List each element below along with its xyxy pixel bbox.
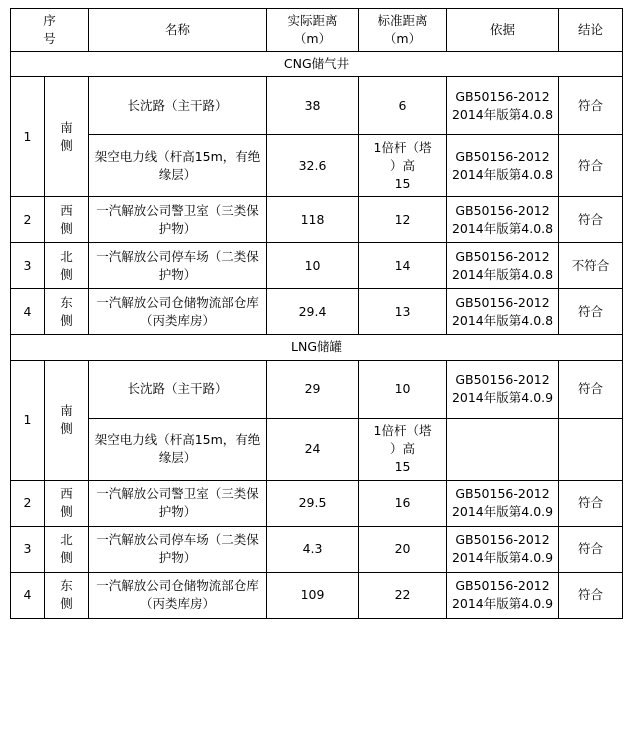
section-title-lng: LNG储罐 xyxy=(11,335,623,360)
row-side-line2: 侧 xyxy=(60,421,73,436)
row-seq: 2 xyxy=(11,480,45,526)
row-side-line1: 东 xyxy=(60,577,73,593)
row-conclusion: 符合 xyxy=(559,360,623,418)
row-name: 架空电力线（杆高15m，有绝缘层） xyxy=(89,135,267,197)
row-conclusion: 不符合 xyxy=(559,243,623,289)
row-conclusion xyxy=(559,418,623,480)
row-conclusion: 符合 xyxy=(559,572,623,618)
row-name: 长沈路（主干路） xyxy=(89,77,267,135)
row-conclusion: 符合 xyxy=(559,77,623,135)
row-actual: 38 xyxy=(267,77,359,135)
row-basis xyxy=(447,243,559,289)
row-seq: 2 xyxy=(11,197,45,243)
row-standard-line2: ）高 xyxy=(390,157,416,173)
row-name: 长沈路（主干路） xyxy=(89,360,267,418)
row-side xyxy=(45,360,89,480)
row-actual: 29.4 xyxy=(267,289,359,335)
row-name: 一汽解放公司停车场（二类保护物） xyxy=(89,526,267,572)
row-basis-line1: GB50156-2012 xyxy=(455,202,550,218)
row-name: 一汽解放公司仓储物流部仓库（丙类库房） xyxy=(89,289,267,335)
row-seq: 3 xyxy=(11,526,45,572)
row-standard: 22 xyxy=(359,572,447,618)
row-side-line2: 侧 xyxy=(60,596,73,611)
row-side-line2: 侧 xyxy=(60,312,73,328)
table-row xyxy=(11,243,623,289)
row-standard: 13 xyxy=(359,289,447,335)
row-actual: 109 xyxy=(267,572,359,618)
header-actual-line1: 实际距离 xyxy=(287,13,338,28)
row-basis xyxy=(447,289,559,335)
row-seq: 3 xyxy=(11,243,45,289)
document-page xyxy=(0,8,634,731)
row-side xyxy=(45,289,89,335)
row-conclusion: 符合 xyxy=(559,480,623,526)
row-standard: 14 xyxy=(359,243,447,289)
row-basis-line2: 2014年版第4.0.9 xyxy=(451,596,554,611)
row-side-line2: 侧 xyxy=(60,220,73,236)
row-side xyxy=(45,243,89,289)
header-basis: 依据 xyxy=(447,9,559,52)
row-conclusion: 符合 xyxy=(559,526,623,572)
row-seq: 1 xyxy=(11,360,45,480)
row-actual: 29.5 xyxy=(267,480,359,526)
row-side-line2: 侧 xyxy=(60,504,73,519)
header-standard-distance xyxy=(359,9,447,52)
row-basis xyxy=(447,480,559,526)
row-name: 一汽解放公司停车场（二类保护物） xyxy=(89,243,267,289)
row-actual: 24 xyxy=(267,418,359,480)
table-row xyxy=(11,480,623,526)
table-row xyxy=(11,526,623,572)
row-actual: 4.3 xyxy=(267,526,359,572)
row-basis xyxy=(447,77,559,135)
row-side-line2: 侧 xyxy=(60,137,73,153)
row-basis-line2: 2014年版第4.0.8 xyxy=(451,312,554,328)
row-side-line2: 侧 xyxy=(60,550,73,565)
row-basis xyxy=(447,418,559,480)
row-actual: 32.6 xyxy=(267,135,359,197)
row-basis-line2: 2014年版第4.0.8 xyxy=(451,106,554,122)
header-conclusion: 结论 xyxy=(559,9,623,52)
table-row xyxy=(11,135,623,197)
row-seq: 4 xyxy=(11,572,45,618)
row-basis xyxy=(447,572,559,618)
row-standard xyxy=(359,135,447,197)
row-basis xyxy=(447,526,559,572)
table-row xyxy=(11,289,623,335)
row-basis-line2: 2014年版第4.0.8 xyxy=(451,166,554,182)
row-basis xyxy=(447,135,559,197)
row-standard-line3: 15 xyxy=(394,175,411,191)
row-basis-line2: 2014年版第4.0.8 xyxy=(451,220,554,236)
header-seq xyxy=(11,9,89,52)
table-row xyxy=(11,77,623,135)
row-basis-line1: GB50156-2012 xyxy=(455,371,550,387)
row-basis-line2: 2014年版第4.0.9 xyxy=(451,504,554,519)
row-basis-line1: GB50156-2012 xyxy=(455,248,550,264)
row-name: 一汽解放公司警卫室（三类保护物） xyxy=(89,197,267,243)
row-side xyxy=(45,480,89,526)
row-standard: 12 xyxy=(359,197,447,243)
row-conclusion: 符合 xyxy=(559,289,623,335)
row-name: 一汽解放公司仓储物流部仓库（丙类库房） xyxy=(89,572,267,618)
row-standard-line3: 15 xyxy=(394,459,411,475)
row-standard: 6 xyxy=(359,77,447,135)
row-basis-line1: GB50156-2012 xyxy=(455,148,550,164)
section-title-row xyxy=(11,52,623,77)
table-row xyxy=(11,572,623,618)
row-name: 一汽解放公司警卫室（三类保护物） xyxy=(89,480,267,526)
table-row xyxy=(11,360,623,418)
row-seq: 1 xyxy=(11,77,45,197)
table-header-row xyxy=(11,9,623,52)
header-seq-line1: 序 xyxy=(43,13,56,28)
row-basis-line1: GB50156-2012 xyxy=(455,577,550,593)
row-actual: 29 xyxy=(267,360,359,418)
row-basis-line2: 2014年版第4.0.9 xyxy=(451,390,554,405)
row-standard: 16 xyxy=(359,480,447,526)
row-basis-line1: GB50156-2012 xyxy=(455,88,550,104)
row-basis-line1: GB50156-2012 xyxy=(455,294,550,310)
header-actual-distance xyxy=(267,9,359,52)
header-actual-line2: （m） xyxy=(293,31,332,47)
header-name: 名称 xyxy=(89,9,267,52)
row-actual: 10 xyxy=(267,243,359,289)
section-title-cng: CNG储气井 xyxy=(11,52,623,77)
row-conclusion: 符合 xyxy=(559,197,623,243)
row-side-line1: 北 xyxy=(60,248,73,264)
row-basis-line2: 2014年版第4.0.9 xyxy=(451,550,554,565)
row-side-line2: 侧 xyxy=(60,266,73,282)
row-side-line1: 南 xyxy=(60,119,73,135)
header-standard-line1: 标准距离 xyxy=(377,13,428,28)
row-basis-line2: 2014年版第4.0.8 xyxy=(451,266,554,282)
row-side xyxy=(45,572,89,618)
row-basis xyxy=(447,197,559,243)
header-standard-line2: （m） xyxy=(383,31,422,47)
row-standard xyxy=(359,418,447,480)
row-name: 架空电力线（杆高15m，有绝缘层） xyxy=(89,418,267,480)
row-standard-line1: 1倍杆（塔 xyxy=(373,422,432,438)
row-side-line1: 西 xyxy=(60,485,73,501)
safety-distance-table xyxy=(10,8,623,619)
row-side xyxy=(45,77,89,197)
table-row xyxy=(11,418,623,480)
row-standard-line1: 1倍杆（塔 xyxy=(373,139,432,155)
row-standard: 10 xyxy=(359,360,447,418)
row-conclusion: 符合 xyxy=(559,135,623,197)
table-row xyxy=(11,197,623,243)
row-basis xyxy=(447,360,559,418)
row-side-line1: 西 xyxy=(60,202,73,218)
row-side xyxy=(45,197,89,243)
row-side xyxy=(45,526,89,572)
row-side-line1: 南 xyxy=(60,402,73,418)
row-basis-line1: GB50156-2012 xyxy=(455,531,550,547)
row-seq: 4 xyxy=(11,289,45,335)
row-actual: 118 xyxy=(267,197,359,243)
row-side-line1: 东 xyxy=(60,294,73,310)
row-side-line1: 北 xyxy=(60,531,73,547)
section-title-row xyxy=(11,335,623,360)
header-seq-line2: 号 xyxy=(43,31,56,47)
row-standard-line2: ）高 xyxy=(390,440,416,456)
row-standard: 20 xyxy=(359,526,447,572)
row-basis-line1: GB50156-2012 xyxy=(455,485,550,501)
